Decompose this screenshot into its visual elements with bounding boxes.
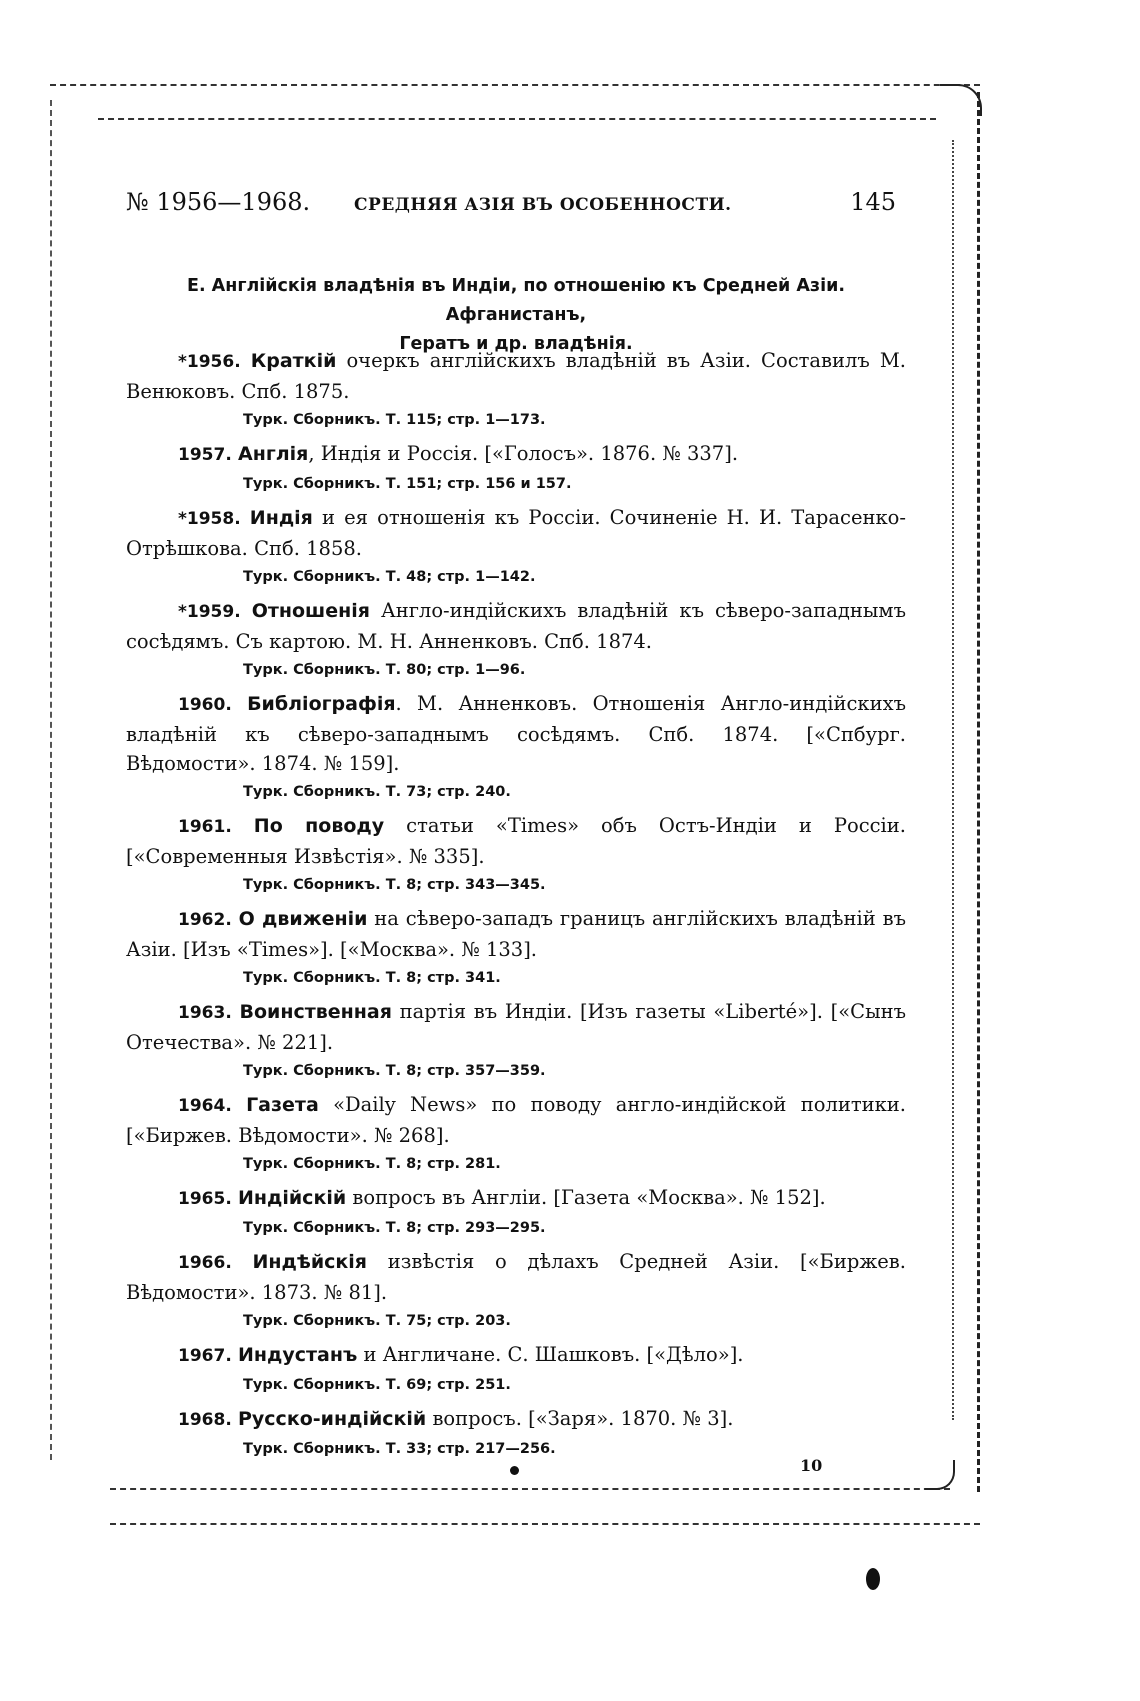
frame-right-dotted-edge xyxy=(952,140,954,1420)
entry-text: очеркъ англійскихъ владѣній въ Азіи. Составилъ М. Венюковъ. Спб. 1875. xyxy=(126,349,907,403)
signature-mark: 10 xyxy=(800,1456,823,1475)
entry-reference: Турк. Сборникъ. Т. 151; стр. 156 и 157. xyxy=(243,476,572,492)
entry-keyword: Англія xyxy=(237,443,309,465)
entry-reference: Турк. Сборникъ. Т. 8; стр. 293—295. xyxy=(243,1220,546,1236)
bibliography-entry xyxy=(126,1183,906,1239)
entry-reference: Турк. Сборникъ. Т. 115; стр. 1—173. xyxy=(243,412,546,428)
entry-text: , Индія и Россія. [«Голосъ». 1876. № 337]. xyxy=(308,442,739,465)
entry-text: «Daily News» по поводу англо-индійской политики. [«Биржев. Вѣдомости». № 268]. xyxy=(126,1093,907,1147)
entry-keyword: Газета xyxy=(246,1094,319,1116)
entry-number: 1967. xyxy=(178,1346,232,1366)
entry-number: *1956. xyxy=(178,352,241,372)
section-heading-line-1: E. Англійскія владѣнія въ Индіи, по отношенію къ Средней Азіи. Афганистанъ, xyxy=(186,276,845,325)
page-number: 145 xyxy=(850,188,896,216)
bibliography-entry xyxy=(126,1404,906,1460)
bibliography-entry xyxy=(126,1247,906,1332)
entry-text: и Англичане. С. Шашковъ. [«Дѣло»]. xyxy=(357,1343,744,1366)
entry-reference: Турк. Сборникъ. Т. 8; стр. 357—359. xyxy=(243,1063,546,1079)
bibliography-entry xyxy=(126,1090,906,1175)
bibliography-entries xyxy=(126,346,906,1468)
entry-text: извѣстія о дѣлахъ Средней Азіи. [«Биржев. Вѣдомости». 1873. № 81]. xyxy=(126,1250,906,1304)
entry-number: 1963. xyxy=(178,1003,232,1023)
entry-text: на сѣверо-западъ границъ англійскихъ владѣній въ Азіи. [Изъ «Times»]. [«Москва». № 133]. xyxy=(126,907,907,961)
entry-number: 1960. xyxy=(178,695,232,715)
bibliography-entry xyxy=(126,997,906,1082)
frame-outer-top-line xyxy=(50,84,980,86)
entry-keyword: Русско-индійскій xyxy=(237,1408,427,1430)
frame-bottom-right-corner xyxy=(925,1460,955,1490)
entry-reference: Турк. Сборникъ. Т. 69; стр. 251. xyxy=(243,1377,511,1393)
entry-reference: Турк. Сборникъ. Т. 75; стр. 203. xyxy=(243,1313,511,1329)
entry-keyword: Библіографія xyxy=(247,693,396,715)
entry-keyword: Индустанъ xyxy=(237,1344,358,1366)
entry-number: 1961. xyxy=(178,817,232,837)
entry-text: вопросъ въ Англіи. [Газета «Москва». № 152]. xyxy=(346,1186,826,1209)
frame-bottom-inner-line xyxy=(110,1488,950,1490)
entry-number: *1959. xyxy=(178,602,241,622)
entry-number: 1968. xyxy=(178,1410,232,1430)
entry-reference: Турк. Сборникъ. Т. 73; стр. 240. xyxy=(243,784,511,800)
entry-keyword: Индія xyxy=(249,507,313,529)
entry-reference: Турк. Сборникъ. Т. 8; стр. 341. xyxy=(243,970,501,986)
entry-reference: Турк. Сборникъ. Т. 8; стр. 281. xyxy=(243,1156,501,1172)
entry-number: *1958. xyxy=(178,509,241,529)
ink-blot xyxy=(866,1568,880,1590)
entry-keyword: Краткій xyxy=(250,350,337,372)
bibliography-entry xyxy=(126,503,906,588)
entry-number: 1957. xyxy=(178,445,232,465)
frame-right-edge xyxy=(977,92,980,1492)
bibliography-entry xyxy=(126,439,906,495)
entry-text: Англо-индійскихъ владѣній къ сѣверо-западнымъ сосѣдямъ. Съ картою. М. Н. Анненковъ. Спб. 1874. xyxy=(126,599,906,653)
entry-text: . М. Анненковъ. Отношенія Англо-индійскихъ владѣній къ сѣверо-западнымъ сосѣдямъ. Спб. 1874. [«Спбург. Вѣдомости». 1874. № 159]. xyxy=(126,692,907,775)
entry-reference: Турк. Сборникъ. Т. 48; стр. 1—142. xyxy=(243,569,536,585)
bibliography-entry xyxy=(126,346,906,431)
entry-reference: Турк. Сборникъ. Т. 33; стр. 217—256. xyxy=(243,1441,556,1457)
entry-text: вопросъ. [«Заря». 1870. № 3]. xyxy=(426,1407,734,1430)
entry-text: партія въ Индіи. [Изъ газеты «Liberté»]. [«Сынъ Отечества». № 221]. xyxy=(126,1000,906,1054)
bibliography-entry xyxy=(126,689,906,803)
entry-number: 1962. xyxy=(178,910,232,930)
entry-reference: Турк. Сборникъ. Т. 8; стр. 343—345. xyxy=(243,877,546,893)
entry-text: и ея отношенія къ Россіи. Сочиненіе Н. И. Тарасенко-Отрѣшкова. Спб. 1858. xyxy=(126,506,906,560)
page-header xyxy=(126,188,896,222)
section-heading-line-2: Гератъ и др. владѣнія. xyxy=(399,334,633,354)
entry-keyword: Отношенія xyxy=(251,600,370,622)
frame-left-edge xyxy=(50,100,52,1460)
entry-text: статьи «Times» объ Остъ-Индіи и Россіи. [«Современныя Извѣстія». № 335]. xyxy=(126,814,906,868)
bibliography-entry xyxy=(126,1340,906,1396)
entry-range: № 1956—1968. xyxy=(126,188,311,216)
entry-reference: Турк. Сборникъ. Т. 80; стр. 1—96. xyxy=(243,662,526,678)
entry-keyword: Индійскій xyxy=(237,1187,347,1209)
running-title: СРЕДНЯЯ АЗІЯ ВЪ ОСОБЕННОСТИ. xyxy=(354,195,732,215)
bibliography-entry xyxy=(126,904,906,989)
bibliography-entry xyxy=(126,596,906,681)
frame-inner-top-line xyxy=(98,118,936,120)
entry-keyword: Индѣйскія xyxy=(252,1251,368,1273)
entry-number: 1965. xyxy=(178,1189,232,1209)
frame-bottom-outer-line xyxy=(110,1523,980,1525)
entry-keyword: О движеніи xyxy=(238,908,368,930)
bibliography-entry xyxy=(126,811,906,896)
entry-keyword: По поводу xyxy=(253,815,385,837)
entry-number: 1964. xyxy=(178,1096,232,1116)
entry-keyword: Воинственная xyxy=(239,1001,392,1023)
frame-top-right-corner xyxy=(940,84,982,116)
entry-number: 1966. xyxy=(178,1253,232,1273)
